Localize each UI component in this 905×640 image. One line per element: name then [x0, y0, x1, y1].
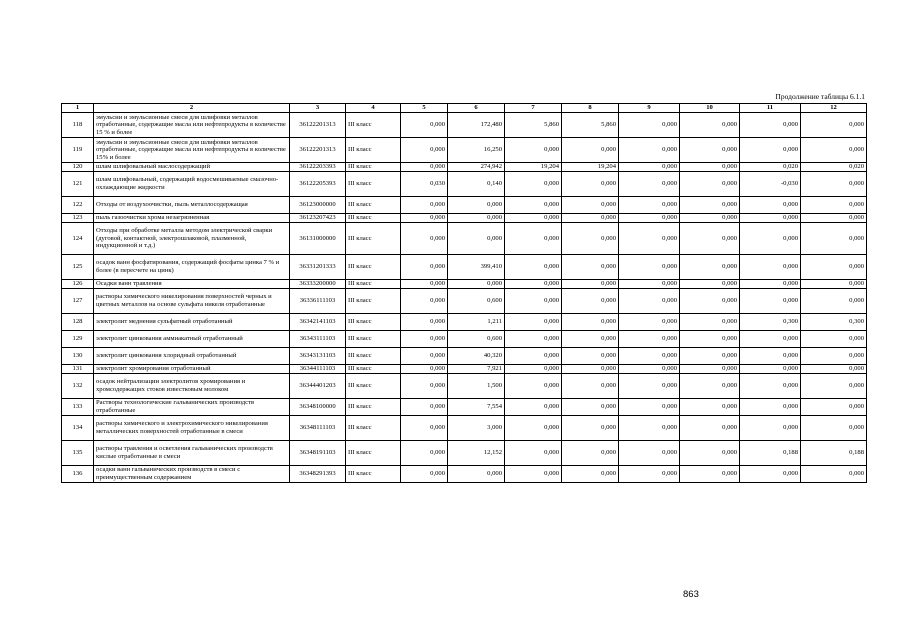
- waste-name: осадки ванн гальванических производств в смеси с преимущественным содержанием: [94, 466, 290, 483]
- row-number: 120: [62, 163, 94, 172]
- value-cell: 0,000: [562, 314, 619, 331]
- hazard-class: III класс: [346, 374, 401, 399]
- value-cell: 0,000: [619, 466, 680, 483]
- value-cell: 0,000: [680, 255, 740, 280]
- table-row: [62, 113, 867, 138]
- table-row: [62, 197, 867, 214]
- waste-name: Растворы технологические гальванических производств отработанные: [94, 399, 290, 416]
- value-cell: 0,140: [448, 172, 505, 197]
- header-row: [62, 104, 867, 113]
- row-number: 129: [62, 331, 94, 348]
- value-cell: 0,020: [801, 163, 867, 172]
- value-cell: 0,600: [448, 289, 505, 314]
- value-cell: 0,000: [562, 197, 619, 214]
- value-cell: 0,000: [562, 365, 619, 374]
- value-cell: 0,000: [801, 172, 867, 197]
- value-cell: 0,000: [619, 113, 680, 138]
- value-cell: 19,204: [562, 163, 619, 172]
- value-cell: 0,000: [505, 172, 562, 197]
- value-cell: 0,000: [680, 399, 740, 416]
- value-cell: 0,000: [801, 348, 867, 365]
- value-cell: 0,000: [801, 399, 867, 416]
- value-cell: 0,000: [680, 113, 740, 138]
- value-cell: 0,000: [740, 399, 801, 416]
- hazard-class: III класс: [346, 113, 401, 138]
- table-row: [62, 416, 867, 441]
- value-cell: 0,020: [740, 163, 801, 172]
- col-header: 8: [562, 104, 619, 113]
- hazard-class: III класс: [346, 314, 401, 331]
- hazard-class: III класс: [346, 255, 401, 280]
- waste-name: шлам шлифовальный, содержащий водосмешиваемые смазочно- охлаждающие жидкости: [94, 172, 290, 197]
- table-row: [62, 331, 867, 348]
- waste-table: [61, 103, 867, 483]
- value-cell: 0,000: [562, 348, 619, 365]
- value-cell: 0,000: [401, 348, 448, 365]
- row-number: 122: [62, 197, 94, 214]
- row-number: 125: [62, 255, 94, 280]
- value-cell: 0,000: [505, 289, 562, 314]
- value-cell: 0,000: [801, 138, 867, 163]
- value-cell: 0,000: [680, 138, 740, 163]
- value-cell: 0,000: [740, 255, 801, 280]
- hazard-class: III класс: [346, 399, 401, 416]
- value-cell: 172,480: [448, 113, 505, 138]
- value-cell: 0,000: [680, 331, 740, 348]
- waste-name: осадок нейтрализации электролитов хромирования и хромсодержащих стоков известковым молоком: [94, 374, 290, 399]
- value-cell: 12,152: [448, 441, 505, 466]
- value-cell: 0,000: [740, 113, 801, 138]
- value-cell: 0,000: [619, 163, 680, 172]
- value-cell: 0,000: [562, 255, 619, 280]
- value-cell: 0,188: [740, 441, 801, 466]
- value-cell: 0,000: [801, 466, 867, 483]
- row-number: 118: [62, 113, 94, 138]
- value-cell: 0,000: [740, 348, 801, 365]
- value-cell: 3,000: [448, 416, 505, 441]
- hazard-class: III класс: [346, 197, 401, 214]
- value-cell: 0,030: [401, 172, 448, 197]
- col-header: 6: [448, 104, 505, 113]
- value-cell: 0,000: [401, 365, 448, 374]
- col-header: 4: [346, 104, 401, 113]
- fkko-code: 36331201333: [290, 255, 346, 280]
- value-cell: 0,000: [505, 441, 562, 466]
- value-cell: 0,000: [401, 441, 448, 466]
- col-header: 12: [801, 104, 867, 113]
- fkko-code: 36344401203: [290, 374, 346, 399]
- fkko-code: 36336111103: [290, 289, 346, 314]
- value-cell: 0,000: [562, 331, 619, 348]
- value-cell: 0,000: [562, 172, 619, 197]
- value-cell: 0,000: [680, 172, 740, 197]
- fkko-code: 36122205393: [290, 172, 346, 197]
- value-cell: 0,000: [740, 331, 801, 348]
- value-cell: 0,000: [680, 214, 740, 223]
- value-cell: 0,000: [619, 223, 680, 255]
- value-cell: 0,000: [401, 374, 448, 399]
- value-cell: 0,000: [562, 374, 619, 399]
- value-cell: 0,000: [680, 416, 740, 441]
- value-cell: 0,000: [505, 416, 562, 441]
- col-header: 2: [94, 104, 290, 113]
- row-number: 131: [62, 365, 94, 374]
- value-cell: 0,000: [801, 113, 867, 138]
- value-cell: 0,000: [505, 223, 562, 255]
- value-cell: 0,000: [401, 314, 448, 331]
- table-row: [62, 365, 867, 374]
- row-number: 135: [62, 441, 94, 466]
- table-row: [62, 289, 867, 314]
- value-cell: 0,000: [562, 138, 619, 163]
- value-cell: 0,000: [740, 214, 801, 223]
- waste-name: эмульсии и эмульсионные смеси для шлифовки металлов отработанные, содержащие масла или нефтепродукты в количестве 15% и более: [94, 138, 290, 163]
- hazard-class: III класс: [346, 223, 401, 255]
- table-row: [62, 348, 867, 365]
- value-cell: 0,000: [401, 113, 448, 138]
- value-cell: 0,000: [505, 280, 562, 289]
- hazard-class: III класс: [346, 348, 401, 365]
- value-cell: 0,000: [401, 466, 448, 483]
- value-cell: 0,000: [505, 466, 562, 483]
- value-cell: 0,000: [562, 399, 619, 416]
- col-header: 5: [401, 104, 448, 113]
- hazard-class: III класс: [346, 441, 401, 466]
- value-cell: 0,000: [562, 416, 619, 441]
- row-number: 127: [62, 289, 94, 314]
- value-cell: 0,000: [740, 280, 801, 289]
- value-cell: 0,000: [680, 197, 740, 214]
- value-cell: 0,000: [680, 348, 740, 365]
- value-cell: 0,000: [680, 289, 740, 314]
- value-cell: 0,000: [401, 331, 448, 348]
- value-cell: 0,600: [448, 331, 505, 348]
- waste-name: Отходы от воздухоочистки, пыль металлосодержащая: [94, 197, 290, 214]
- value-cell: 0,000: [401, 280, 448, 289]
- waste-name: пыль газоочистки хрома незагрязненная: [94, 214, 290, 223]
- value-cell: 0,000: [740, 197, 801, 214]
- fkko-code: 36343131103: [290, 348, 346, 365]
- value-cell: 0,000: [619, 138, 680, 163]
- value-cell: 0,000: [562, 466, 619, 483]
- hazard-class: III класс: [346, 365, 401, 374]
- value-cell: 0,000: [740, 223, 801, 255]
- fkko-code: 36348191103: [290, 441, 346, 466]
- value-cell: 0,000: [619, 280, 680, 289]
- value-cell: 0,000: [505, 314, 562, 331]
- waste-name: электролит цинкования хлоридный отработанный: [94, 348, 290, 365]
- value-cell: 0,000: [401, 255, 448, 280]
- value-cell: 0,000: [562, 280, 619, 289]
- row-number: 123: [62, 214, 94, 223]
- value-cell: 399,410: [448, 255, 505, 280]
- table-row: [62, 280, 867, 289]
- hazard-class: III класс: [346, 331, 401, 348]
- table-row: [62, 223, 867, 255]
- value-cell: 0,000: [619, 399, 680, 416]
- fkko-code: 36122201313: [290, 113, 346, 138]
- value-cell: 0,000: [801, 223, 867, 255]
- waste-name: шлам шлифовальный маслосодержащий: [94, 163, 290, 172]
- value-cell: 274,942: [448, 163, 505, 172]
- value-cell: 0,000: [740, 416, 801, 441]
- hazard-class: III класс: [346, 280, 401, 289]
- value-cell: 7,554: [448, 399, 505, 416]
- value-cell: 0,000: [680, 466, 740, 483]
- row-number: 121: [62, 172, 94, 197]
- waste-name: Осадки ванн травления: [94, 280, 290, 289]
- value-cell: 0,000: [801, 416, 867, 441]
- value-cell: 0,000: [448, 466, 505, 483]
- value-cell: 5,860: [505, 113, 562, 138]
- col-header: 11: [740, 104, 801, 113]
- value-cell: 0,000: [619, 314, 680, 331]
- value-cell: 0,000: [680, 441, 740, 466]
- row-number: 134: [62, 416, 94, 441]
- row-number: 136: [62, 466, 94, 483]
- fkko-code: 36122203393: [290, 163, 346, 172]
- value-cell: 0,000: [740, 138, 801, 163]
- value-cell: 0,000: [680, 314, 740, 331]
- value-cell: 0,000: [740, 289, 801, 314]
- hazard-class: III класс: [346, 163, 401, 172]
- hazard-class: III класс: [346, 214, 401, 223]
- value-cell: 0,000: [562, 289, 619, 314]
- table-row: [62, 314, 867, 331]
- value-cell: 0,000: [401, 138, 448, 163]
- hazard-class: III класс: [346, 289, 401, 314]
- fkko-code: 36123000000: [290, 197, 346, 214]
- value-cell: 0,000: [505, 197, 562, 214]
- table-row: [62, 214, 867, 223]
- waste-name: электролит меднения сульфатный отработанный: [94, 314, 290, 331]
- value-cell: 0,000: [505, 365, 562, 374]
- table-row: [62, 374, 867, 399]
- hazard-class: III класс: [346, 466, 401, 483]
- value-cell: 0,300: [740, 314, 801, 331]
- value-cell: 0,000: [401, 289, 448, 314]
- value-cell: 0,000: [505, 348, 562, 365]
- value-cell: 0,300: [801, 314, 867, 331]
- value-cell: 0,000: [401, 214, 448, 223]
- value-cell: 0,000: [562, 214, 619, 223]
- table-row: [62, 399, 867, 416]
- table-row: [62, 255, 867, 280]
- fkko-code: 36342141103: [290, 314, 346, 331]
- value-cell: 0,000: [680, 280, 740, 289]
- fkko-code: 36344111103: [290, 365, 346, 374]
- fkko-code: 36333200000: [290, 280, 346, 289]
- value-cell: 0,000: [680, 223, 740, 255]
- table-caption: Продолжение таблицы 6.1.1: [775, 92, 865, 101]
- row-number: 119: [62, 138, 94, 163]
- col-header: 7: [505, 104, 562, 113]
- value-cell: 0,000: [505, 255, 562, 280]
- fkko-code: 36123207423: [290, 214, 346, 223]
- value-cell: 0,000: [505, 331, 562, 348]
- row-number: 132: [62, 374, 94, 399]
- hazard-class: III класс: [346, 416, 401, 441]
- waste-name: электролит хромирования отработанный: [94, 365, 290, 374]
- value-cell: 0,000: [801, 280, 867, 289]
- value-cell: 0,000: [680, 163, 740, 172]
- value-cell: -0,030: [740, 172, 801, 197]
- page-number: 863: [683, 589, 699, 600]
- value-cell: 16,250: [448, 138, 505, 163]
- col-header: 1: [62, 104, 94, 113]
- value-cell: 19,204: [505, 163, 562, 172]
- value-cell: 0,000: [740, 374, 801, 399]
- value-cell: 0,000: [801, 365, 867, 374]
- value-cell: 0,000: [801, 214, 867, 223]
- col-header: 10: [680, 104, 740, 113]
- value-cell: 0,000: [401, 163, 448, 172]
- value-cell: 0,188: [801, 441, 867, 466]
- value-cell: 0,000: [401, 223, 448, 255]
- value-cell: 0,000: [505, 138, 562, 163]
- value-cell: 0,000: [448, 280, 505, 289]
- value-cell: 0,000: [448, 197, 505, 214]
- value-cell: 0,000: [801, 197, 867, 214]
- waste-name: эмульсии и эмульсионные смеси для шлифовки металлов отработанные, содержащие масла или нефтепродукты в количестве 15 % и более: [94, 113, 290, 138]
- value-cell: 0,000: [801, 331, 867, 348]
- value-cell: 0,000: [505, 214, 562, 223]
- waste-name: электролит цинкования аммиакатный отработанный: [94, 331, 290, 348]
- value-cell: 0,000: [740, 365, 801, 374]
- row-number: 128: [62, 314, 94, 331]
- value-cell: 0,000: [505, 374, 562, 399]
- fkko-code: 36343111103: [290, 331, 346, 348]
- value-cell: 0,000: [562, 441, 619, 466]
- value-cell: 0,000: [619, 289, 680, 314]
- value-cell: 0,000: [801, 374, 867, 399]
- table-row: [62, 441, 867, 466]
- fkko-code: 36348111103: [290, 416, 346, 441]
- value-cell: 0,000: [619, 214, 680, 223]
- row-number: 124: [62, 223, 94, 255]
- value-cell: 7,921: [448, 365, 505, 374]
- value-cell: 1,211: [448, 314, 505, 331]
- value-cell: 0,000: [619, 331, 680, 348]
- waste-name: растворы химического никелирования поверхностей черных и цветных металлов на основе сульфата никеля отработанные: [94, 289, 290, 314]
- table-row: [62, 163, 867, 172]
- value-cell: 0,000: [740, 466, 801, 483]
- table-row: [62, 466, 867, 483]
- value-cell: 5,860: [562, 113, 619, 138]
- waste-name: осадок ванн фосфатирования, содержащий фосфаты цинка 7 % и более (в пересчете на цинк): [94, 255, 290, 280]
- value-cell: 0,000: [619, 441, 680, 466]
- value-cell: 0,000: [448, 214, 505, 223]
- table-row: [62, 172, 867, 197]
- value-cell: 0,000: [619, 348, 680, 365]
- value-cell: 0,000: [619, 197, 680, 214]
- table-row: [62, 138, 867, 163]
- value-cell: 0,000: [401, 416, 448, 441]
- value-cell: 0,000: [619, 416, 680, 441]
- value-cell: 0,000: [619, 365, 680, 374]
- row-number: 126: [62, 280, 94, 289]
- value-cell: 0,000: [680, 374, 740, 399]
- fkko-code: 36131000000: [290, 223, 346, 255]
- value-cell: 0,000: [619, 374, 680, 399]
- waste-name: растворы травления и осветления гальванических производств кислые отработанные в смеси: [94, 441, 290, 466]
- fkko-code: 36348291393: [290, 466, 346, 483]
- value-cell: 0,000: [448, 223, 505, 255]
- value-cell: 0,000: [401, 197, 448, 214]
- hazard-class: III класс: [346, 138, 401, 163]
- value-cell: 0,000: [801, 255, 867, 280]
- value-cell: 0,000: [505, 399, 562, 416]
- hazard-class: III класс: [346, 172, 401, 197]
- col-header: 9: [619, 104, 680, 113]
- row-number: 133: [62, 399, 94, 416]
- value-cell: 0,000: [401, 399, 448, 416]
- value-cell: 0,000: [619, 172, 680, 197]
- value-cell: 0,000: [562, 223, 619, 255]
- fkko-code: 36122201313: [290, 138, 346, 163]
- value-cell: 40,320: [448, 348, 505, 365]
- waste-name: растворы химического и электрохимического никелирования металлических поверхностей отработанные в смеси: [94, 416, 290, 441]
- value-cell: 0,000: [680, 365, 740, 374]
- col-header: 3: [290, 104, 346, 113]
- value-cell: 0,000: [801, 289, 867, 314]
- waste-name: Отходы при обработке металла методом электрической сварки (дуговой, контактной, электрошлаковой, плазменной, индукционной и т.д.): [94, 223, 290, 255]
- fkko-code: 36348100000: [290, 399, 346, 416]
- value-cell: 0,000: [619, 255, 680, 280]
- value-cell: 1,500: [448, 374, 505, 399]
- row-number: 130: [62, 348, 94, 365]
